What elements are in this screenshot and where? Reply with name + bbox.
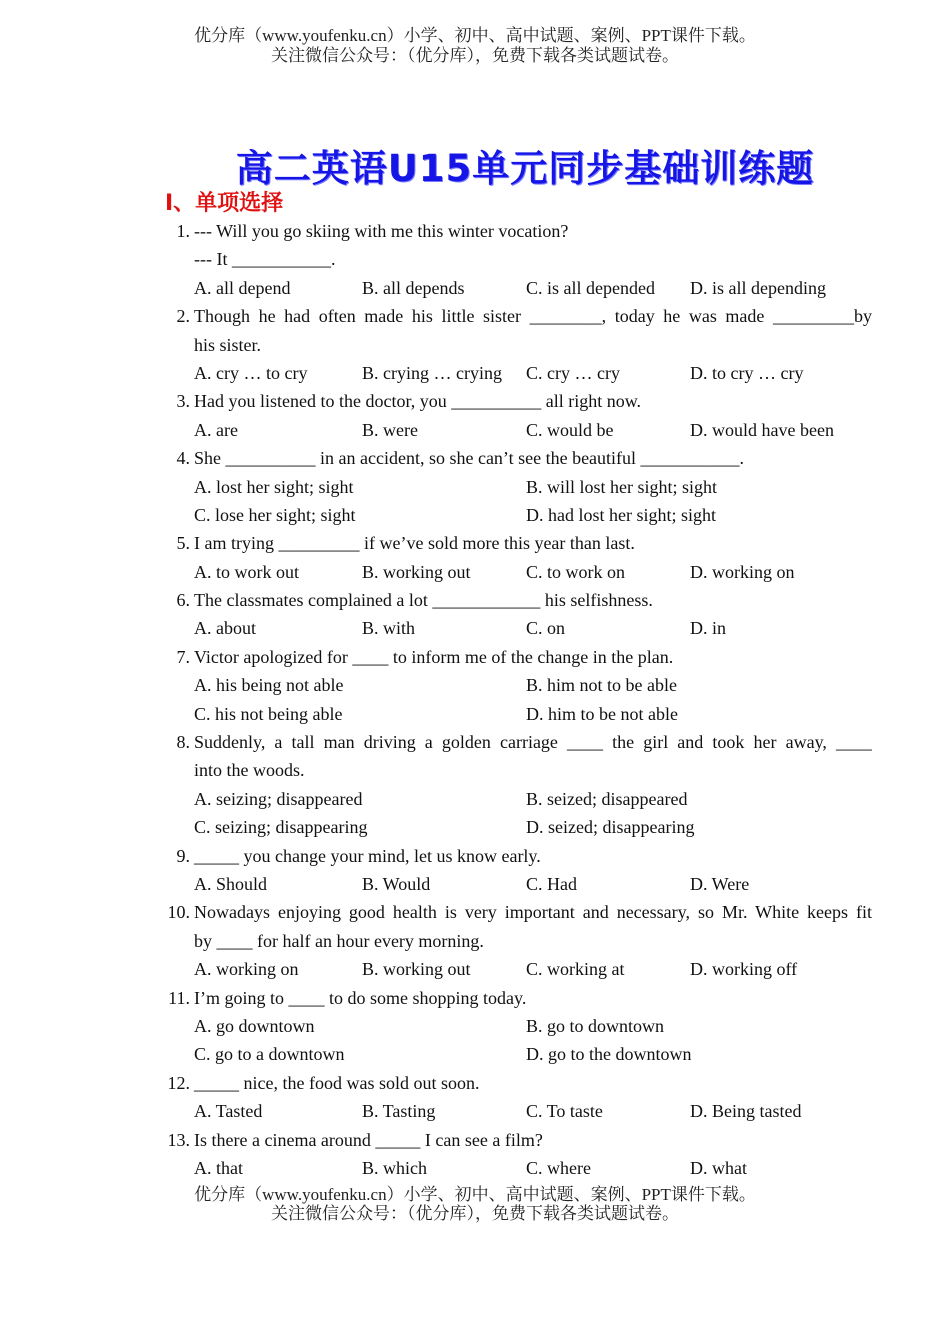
answer-option: A. about: [194, 618, 256, 639]
answer-option: B. seized; disappeared: [526, 788, 688, 809]
answer-option: C. his not being able: [194, 703, 343, 724]
answer-option: B. Would: [362, 873, 431, 894]
options-row: [0, 671, 950, 699]
question-stem: [0, 302, 950, 330]
answer-option: D. go to the downtown: [526, 1044, 692, 1065]
question-item: [0, 842, 950, 899]
question-text: Had you listened to the doctor, you __________ all right now.: [194, 391, 642, 412]
answer-option: C. would be: [526, 419, 614, 440]
question-number: 5.: [176, 533, 190, 554]
options-row: [0, 955, 950, 983]
footer-line-2: 关注微信公众号：（优分库），免费下载各类试题试卷。: [271, 1204, 679, 1223]
answer-option: B. working out: [362, 561, 471, 582]
question-item: [0, 1069, 950, 1126]
question-stem: [0, 444, 950, 472]
question-number: 6.: [176, 590, 190, 611]
question-stem: [0, 984, 950, 1012]
answer-option: C. cry … cry: [526, 362, 620, 383]
answer-option: A. are: [194, 419, 238, 440]
question-number: 10.: [167, 902, 190, 923]
question-stem: [0, 586, 950, 614]
page-title: 高二英语U15单元同步基础训练题: [235, 147, 815, 190]
options-row: [0, 1040, 950, 1068]
question-number: 3.: [176, 391, 190, 412]
answer-option: B. all depends: [362, 277, 465, 298]
answer-option: B. go to downtown: [526, 1015, 665, 1036]
answer-option: A. his being not able: [194, 675, 344, 696]
question-number: 12.: [167, 1072, 190, 1093]
answer-option: B. crying … crying: [362, 362, 502, 383]
question-item: [0, 586, 950, 643]
section-heading: Ⅰ、单项选择: [165, 191, 284, 216]
question-text: into the woods.: [194, 760, 305, 781]
options-row: [0, 813, 950, 841]
question-number: 13.: [167, 1129, 190, 1150]
question-item: [0, 1126, 950, 1183]
question-stem: [0, 529, 950, 557]
question-text: his sister.: [194, 334, 262, 355]
answer-option: B. him not to be able: [526, 675, 677, 696]
answer-option: A. working on: [194, 959, 299, 980]
question-list: [0, 217, 950, 1182]
question-stem: [0, 842, 950, 870]
options-row: [0, 614, 950, 642]
question-text: _____ nice, the food was sold out soon.: [194, 1072, 480, 1093]
question-item: [0, 643, 950, 728]
answer-option: C. is all depended: [526, 277, 655, 298]
question-item: [0, 529, 950, 586]
question-text: The classmates complained a lot ____________ his selfishness.: [194, 590, 653, 611]
question-number: 9.: [176, 845, 190, 866]
answer-option: D. working on: [690, 561, 795, 582]
footer-line-1: 优分库（www.youfenku.cn）小学、初中、高中试题、案例、PPT课件下载。: [194, 1185, 756, 1204]
answer-option: C. go to a downtown: [194, 1044, 345, 1065]
question-item: [0, 302, 950, 387]
question-item: [0, 387, 950, 444]
answer-option: D. Were: [690, 873, 750, 894]
question-text: Is there a cinema around _____ I can see a film?: [194, 1129, 543, 1150]
answer-option: C. working at: [526, 959, 625, 980]
answer-option: C. to work on: [526, 561, 625, 582]
question-item: [0, 898, 950, 983]
question-stem: [0, 1069, 950, 1097]
answer-option: C. To taste: [526, 1101, 603, 1122]
options-row: [0, 785, 950, 813]
question-item: [0, 217, 950, 302]
question-text: _____ you change your mind, let us know early.: [194, 845, 541, 866]
answer-option: A. that: [194, 1157, 243, 1178]
answer-option: C. Had: [526, 873, 577, 894]
question-stem-continued: [0, 927, 950, 955]
answer-option: A. seizing; disappeared: [194, 788, 363, 809]
options-row: [0, 1097, 950, 1125]
question-stem: [0, 728, 950, 756]
question-number: 7.: [176, 646, 190, 667]
answer-option: B. will lost her sight; sight: [526, 476, 718, 497]
options-row: [0, 1012, 950, 1040]
answer-option: D. Being tasted: [690, 1101, 802, 1122]
answer-option: C. on: [526, 618, 566, 639]
answer-option: D. what: [690, 1157, 747, 1178]
answer-option: B. with: [362, 618, 416, 639]
answer-option: A. all depend: [194, 277, 291, 298]
answer-option: D. would have been: [690, 419, 834, 440]
options-row: [0, 501, 950, 529]
question-text: She __________ in an accident, so she can’t see the beautiful ___________.: [194, 448, 745, 469]
answer-option: B. were: [362, 419, 418, 440]
options-row: [0, 473, 950, 501]
question-item: [0, 444, 950, 529]
question-text: --- Will you go skiing with me this winter vocation?: [194, 221, 569, 241]
answer-option: B. Tasting: [362, 1101, 436, 1122]
answer-option: B. working out: [362, 959, 471, 980]
question-number: 4.: [176, 448, 190, 469]
answer-option: D. had lost her sight; sight: [526, 504, 716, 525]
header-line-1: 优分库（www.youfenku.cn）小学、初中、高中试题、案例、PPT课件下载。: [194, 26, 756, 45]
answer-option: A. Tasted: [194, 1101, 263, 1122]
options-row: [0, 558, 950, 586]
answer-option: A. go downtown: [194, 1015, 315, 1036]
answer-option: A. to work out: [194, 561, 299, 582]
question-item: [0, 728, 950, 842]
question-stem-continued: [0, 331, 950, 359]
question-stem-continued: [0, 245, 950, 273]
answer-option: D. him to be not able: [526, 703, 678, 724]
options-row: [0, 700, 950, 728]
question-stem-continued: [0, 756, 950, 784]
question-stem: [0, 387, 950, 415]
answer-option: A. cry … to cry: [194, 362, 308, 383]
answer-option: D. to cry … cry: [690, 362, 804, 383]
options-row: [0, 870, 950, 898]
answer-option: C. where: [526, 1157, 591, 1178]
answer-option: C. lose her sight; sight: [194, 504, 356, 525]
answer-option: A. lost her sight; sight: [194, 476, 354, 497]
question-text: --- It ___________.: [194, 249, 336, 270]
answer-option: B. which: [362, 1157, 427, 1178]
question-number: 2.: [176, 306, 190, 327]
question-number: 11.: [168, 987, 190, 1008]
question-text: Suddenly, a tall man driving a golden carriage ____ the girl and took her away, ____: [194, 732, 872, 753]
options-row: [0, 359, 950, 387]
answer-option: C. seizing; disappearing: [194, 817, 368, 838]
question-text: Nowadays enjoying good health is very important and necessary, so Mr. White keeps fit: [194, 902, 872, 923]
answer-option: A. Should: [194, 873, 268, 894]
answer-option: D. is all depending: [690, 277, 826, 298]
question-text: I am trying _________ if we’ve sold more this year than last.: [194, 533, 635, 554]
question-number: 8.: [176, 732, 190, 753]
question-text: I’m going to ____ to do some shopping today.: [194, 987, 527, 1008]
question-text: Victor apologized for ____ to inform me of the change in the plan.: [194, 646, 674, 667]
options-row: [0, 1154, 950, 1182]
question-stem: [0, 217, 950, 245]
question-stem: [0, 898, 950, 926]
options-row: [0, 274, 950, 302]
question-text: by ____ for half an hour every morning.: [194, 930, 484, 951]
options-row: [0, 416, 950, 444]
question-text: Though he had often made his little sister ________, today he was made _________by: [194, 306, 872, 327]
question-stem: [0, 1126, 950, 1154]
question-number: 1.: [176, 221, 190, 241]
answer-option: D. seized; disappearing: [526, 817, 695, 838]
question-stem: [0, 643, 950, 671]
answer-option: D. in: [690, 618, 726, 639]
answer-option: D. working off: [690, 959, 798, 980]
header-line-2: 关注微信公众号：（优分库），免费下载各类试题试卷。: [271, 46, 679, 65]
question-item: [0, 984, 950, 1069]
